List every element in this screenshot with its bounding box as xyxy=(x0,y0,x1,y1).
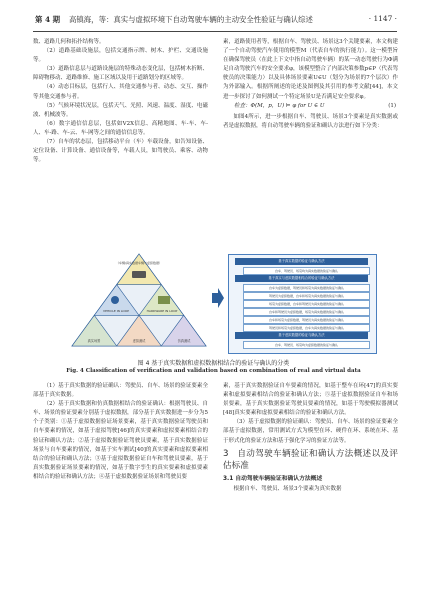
left-column-bottom xyxy=(33,382,208,482)
flow-category: 基于虚拟数据的验证与确认方法 xyxy=(235,332,368,339)
right-column-top xyxy=(223,38,398,131)
top-segment xyxy=(117,254,162,285)
flow-category: 基于真实与虚拟数据相结合的验证与确认方法 xyxy=(235,275,368,282)
paragraph: 素，基于真实数据验证自车要素的情况，如基于整车在环[47]的真实要素和虚拟要素相结合的验证和确认方法；⑤基于虚拟数据验证自车和场景要素，基于真实数据验证驾驶员要素的情况，如基于驾驶模拟器测试[48]真实要素和虚拟要素相结合的验证和确认方法。 xyxy=(223,383,398,417)
issue-number: 第 4 期 xyxy=(35,15,61,24)
flow-subcategory: 场景为虚拟数据，自车和驾驶员为真实数据的验证与确认 xyxy=(243,300,370,308)
tri-top-label: （车辆/真实数据车辆与虚拟数据） xyxy=(115,261,163,265)
paragraph: （2）道路基础设施层，包括交通指示牌、树木、护栏、交通设施等。 xyxy=(33,48,208,64)
subsection-heading xyxy=(223,475,398,484)
subsection-title: 自动驾驶车辆验证和确认方法概述 xyxy=(235,475,323,482)
section-number: 3 xyxy=(223,448,229,459)
tri-mid-right-label: HARDWARE IN LOOP xyxy=(146,309,178,313)
tri-mid-left-label: VEHICLE IN LOOP xyxy=(103,309,129,313)
classification-flowchart xyxy=(228,254,377,354)
section-heading xyxy=(223,448,398,472)
formula-1 xyxy=(223,102,398,113)
paragraph: （1）基于真实数据的验证确认：驾驶员、自车、场景的验证要素全部基于真实数据。 xyxy=(33,383,208,399)
triangle-svg xyxy=(70,252,208,348)
section-title: 自动驾驶车辆验证和确认方法概述以及评估标准 xyxy=(223,448,398,471)
running-title: 高镇海，等：真实与虚拟环境下自动驾驶车辆的主动安全性验证与确认综述 xyxy=(69,15,313,24)
tri-bm-label: 虚拟测试 xyxy=(132,339,146,343)
right-top-paragraphs-2 xyxy=(223,113,398,131)
page-header xyxy=(35,14,397,28)
paragraph: （3）基于虚拟数据的验证确认：驾驶员、自车、场景的验证要素全部基于虚拟数据，常用测试方式为模型在环、硬件在环、系统在环、基于形式化的验证方法和基于强化学习的验证方法等。 xyxy=(223,419,398,444)
right-top-paragraphs xyxy=(223,38,398,102)
formula-number: (1) xyxy=(388,102,396,109)
driver-icon xyxy=(111,296,119,304)
arrow-icon xyxy=(212,288,224,308)
flow-subcategory: 自车为虚拟数据，驾驶员和场景为真实数据的验证与确认 xyxy=(243,284,370,292)
flow-subcategory: 自车、驾驶员、场景均为虚拟数据的验证与确认 xyxy=(243,341,370,349)
formula-text: 检查：Φ(M，p，U) ⊨ φ for U ∈ U xyxy=(234,102,325,109)
tri-br-label: 仿真测试 xyxy=(177,339,191,343)
figure-caption-cn: 图 4 基于真实数据和虚拟数据相结合的验证与确认的分类 xyxy=(137,360,290,367)
paragraph: 如图4所示，进一步根据自车、驾驶员、场景3个要素是真实数据或者是虚拟数据，将自动驾驶车辆的验证和确认方法进行如下分类： xyxy=(223,113,398,129)
flow-subcategory: 自车和场景为虚拟数据，驾驶员为真实数据的验证与确认 xyxy=(243,316,370,324)
paragraph: （6）数字通信信息层，包括如V2X信息、高精地图、车-车、车-人、车-路、车-云、车-网等之间的通信信息等。 xyxy=(33,120,208,136)
flow-subcategory: 自车、驾驶员、场景均为真实数据的验证与确认 xyxy=(243,267,370,275)
flow-subcategory: 自车和驾驶员为虚拟数据，场景为真实数据的验证与确认 xyxy=(243,308,370,316)
flow-subcategory: 驾驶员和场景为虚拟数据，自车为真实数据的验证与确认 xyxy=(243,324,370,332)
car-icon xyxy=(132,271,146,278)
page-number: · 1147 · xyxy=(368,14,397,23)
paragraph: （5）气候环境状况层，包括天气、光照、风速、温度、湿度、电磁波、机械波等。 xyxy=(33,102,208,118)
figure-caption-en: Fig. 4 Classification of verification and validation based on combination of real and virtual data xyxy=(66,368,361,374)
paragraph: 数、道路几何和拓扑结构等。 xyxy=(33,39,105,45)
flow-category: 基于真实数据的验证与确认方法 xyxy=(235,258,368,265)
right-bottom-paragraphs-2 xyxy=(223,485,398,494)
left-column-top xyxy=(33,38,208,165)
header-rule xyxy=(33,31,397,32)
right-bottom-paragraphs xyxy=(223,382,398,446)
triangle-diagram xyxy=(70,252,208,348)
subsection-number: 3.1 xyxy=(223,475,234,482)
paragraph: 根据自车、驾驶员、场景3个要素为真实数据 xyxy=(233,485,342,492)
paragraph: （7）自车的状态层，包括移动平台（车）车载设备，如告知设备、定位设备、计算设备、通信设备等，车载人员，如驾驶员、乘客、动物等。 xyxy=(33,139,208,164)
figure-4 xyxy=(70,252,375,354)
paragraph: （2）基于真实数据和仿真数据相结合的验证确认：根据驾驶员、自车、场景的验证要素分别基于虚拟数据，部分基于真实数据进一步分为5个子类别：①基于虚拟数据验证场景要素，基于真实数据验证驾驶员和自车要素的情况，如基于虚拟驾驶[46]的真实要素和虚拟要素相结合的验证和确认方法；②基于虚拟数据验证驾驶员要素，基于真实数据验证场景与自车要素的情况，如基于实车测试[40]的真实要素和虚拟要素相结合的验证和确认方法；③基于虚拟数据验证自车和驾驶员要素，基于真实数据验证场景要素的情况，如基于数字孪生的真实要素和虚拟要素相结合的验证和确认方法；④基于虚拟数据验证场景和驾驶员要 xyxy=(33,401,208,480)
paragraph: （4）动态目标层，包括行人、其他交通参与者、动态、交互、操作等其他交通参与者。 xyxy=(33,84,208,100)
paragraph: 素，道路使用者等，根据自车、驾驶员、场景这3个关键要素，本文构建了一个自动驾驶汽车使用的模型M（代表自车的执行能力）。这一模型旨在确保驾驶员（在此上下文中指自动驾驶车辆）的某一动态驾驶行为Φ满足自动驾驶汽车的安全要求φ，该模型整合了内部决策参数p∈P（代表驾驶员的决策能力）以及具体场景要素U∈U（划分为场景的7个层次）作为外部输入。根据所阐述的论述及图例及其引用的参考文献[44]，本文进一步探讨了如何测试一个特定场景U是否满足安全要求φ。 xyxy=(223,39,399,100)
paragraph: （3）道路信息层与道路设施层的特殊动态变化层，包括树木折断、障碍物移动、道路维修、施工区域以及用于道路划分的区域等。 xyxy=(33,66,208,82)
right-column-bottom xyxy=(223,382,398,494)
flow-subcategory: 驾驶员为虚拟数据，自车和场景为真实数据的验证与确认 xyxy=(243,292,370,300)
tri-bl-label: 真实场景 xyxy=(87,339,101,343)
scene-icon xyxy=(158,296,170,304)
